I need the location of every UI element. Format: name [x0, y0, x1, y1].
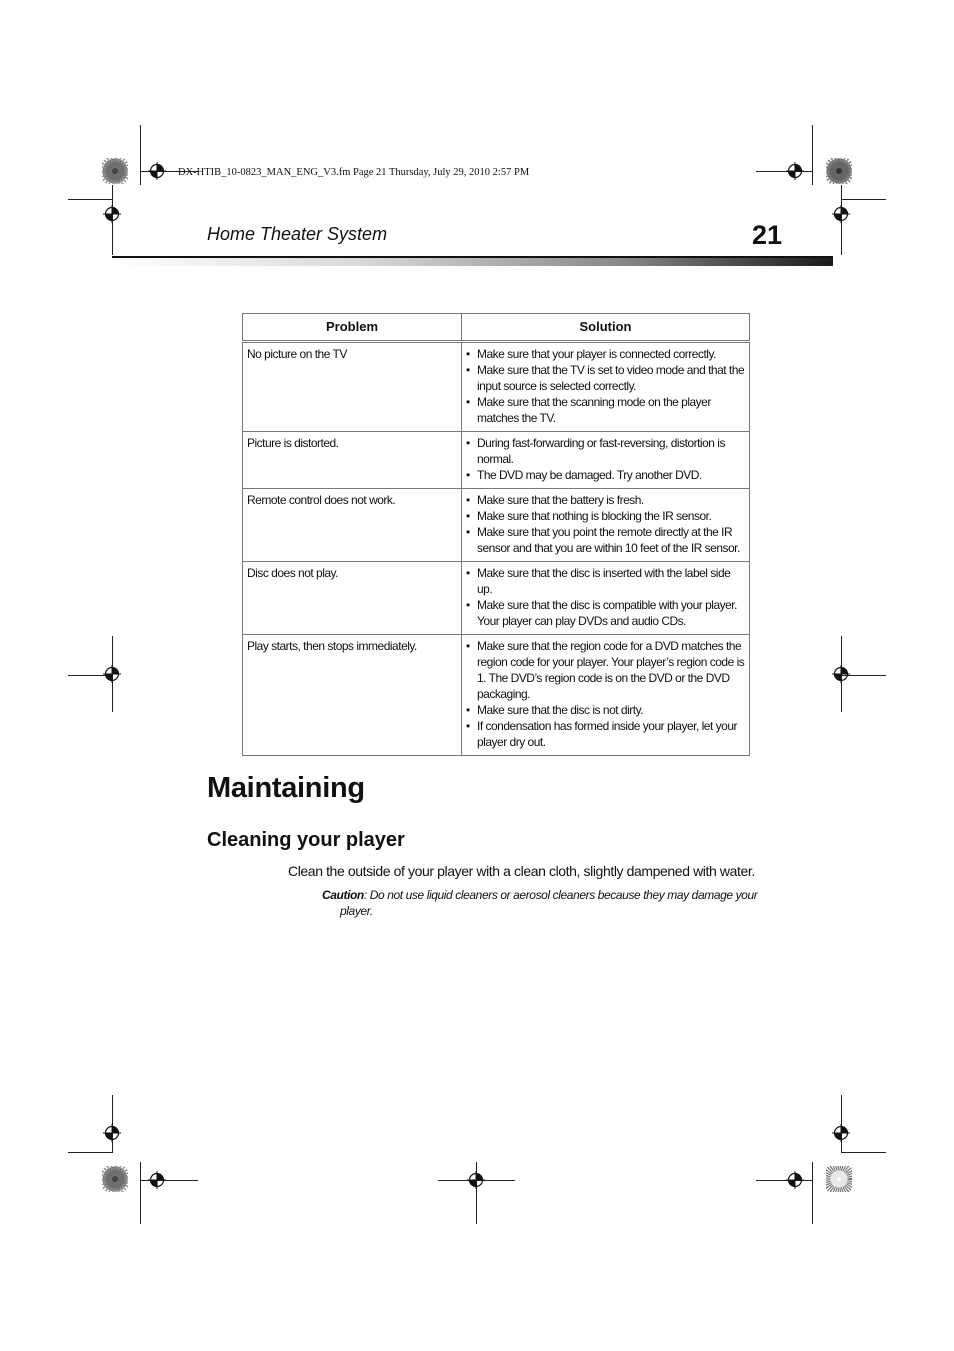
- solution-list: [466, 435, 745, 483]
- table-row: [243, 562, 750, 635]
- solution-item: • Make sure that the battery is fresh.: [466, 492, 745, 508]
- running-title: Home Theater System: [207, 224, 388, 244]
- solution-item: • Make sure that you point the remote directly at the IR sensor and that you are within 10 feet of the IR sensor.: [466, 524, 745, 556]
- registration-target-icon: [148, 162, 166, 180]
- column-header-problem: Problem: [243, 314, 462, 342]
- header-gradient-rule: [112, 257, 833, 266]
- color-rosette-icon: [826, 158, 852, 184]
- problem-cell: Play starts, then stops immediately.: [243, 635, 462, 756]
- problem-cell: No picture on the TV: [243, 342, 462, 432]
- solution-list: [466, 346, 745, 426]
- solution-cell: [462, 562, 750, 635]
- registration-target-icon: [467, 1171, 485, 1189]
- caution-text: : Do not use liquid cleaners or aerosol cleaners because they may damage your player.: [340, 888, 758, 918]
- color-rosette-icon: [826, 1166, 852, 1192]
- solution-item: • If condensation has formed inside your player, let your player dry out.: [466, 718, 745, 750]
- subsection-heading: Cleaning your player: [207, 829, 405, 851]
- caution-note: [322, 887, 770, 919]
- color-rosette-icon: [102, 158, 128, 184]
- file-slug: DX-HTIB_10-0823_MAN_ENG_V3.fm Page 21 Thursday, July 29, 2010 2:57 PM: [178, 167, 530, 178]
- registration-target-icon: [786, 1171, 804, 1189]
- solution-item: • Make sure that the disc is compatible with your player. Your player can play DVDs and audio CDs.: [466, 597, 745, 629]
- registration-target-icon: [103, 1124, 121, 1142]
- solution-list: [466, 565, 745, 629]
- solution-cell: [462, 432, 750, 489]
- header-rule-line: [112, 256, 833, 258]
- problem-cell: Picture is distorted.: [243, 432, 462, 489]
- solution-cell: [462, 342, 750, 432]
- body-paragraph: Clean the outside of your player with a clean cloth, slightly dampened with water.: [288, 863, 755, 879]
- solution-item: • During fast-forwarding or fast-reversing, distortion is normal.: [466, 435, 745, 467]
- color-rosette-icon: [102, 1166, 128, 1192]
- solution-cell: [462, 635, 750, 756]
- solution-item: • Make sure that the TV is set to video mode and that the input source is selected correctly.: [466, 362, 745, 394]
- solution-item: • The DVD may be damaged. Try another DVD.: [466, 467, 745, 483]
- solution-item: • Make sure that the region code for a DVD matches the region code for your player. Your player’s region code is 1. The DVD’s region code is on the DVD or the DVD packaging.: [466, 638, 745, 702]
- solution-item: • Make sure that the disc is not dirty.: [466, 702, 745, 718]
- table-header-row: [243, 314, 750, 342]
- solution-item: • Make sure that nothing is blocking the IR sensor.: [466, 508, 745, 524]
- solution-item: • Make sure that the disc is inserted with the label side up.: [466, 565, 745, 597]
- solution-list: [466, 492, 745, 556]
- registration-target-icon: [786, 162, 804, 180]
- problem-cell: Remote control does not work.: [243, 489, 462, 562]
- registration-target-icon: [103, 205, 121, 223]
- registration-target-icon: [148, 1171, 166, 1189]
- registration-target-icon: [832, 205, 850, 223]
- solution-cell: [462, 489, 750, 562]
- solution-item: • Make sure that your player is connected correctly.: [466, 346, 745, 362]
- table-row: [243, 342, 750, 432]
- solution-list: [466, 638, 745, 750]
- section-heading: Maintaining: [207, 772, 365, 804]
- solution-item: • Make sure that the scanning mode on the player matches the TV.: [466, 394, 745, 426]
- table-row: [243, 635, 750, 756]
- table-row: [243, 489, 750, 562]
- problem-cell: Disc does not play.: [243, 562, 462, 635]
- caution-label: Caution: [322, 888, 364, 902]
- registration-target-icon: [832, 665, 850, 683]
- registration-target-icon: [103, 665, 121, 683]
- table-row: [243, 432, 750, 489]
- troubleshooting-table: [242, 313, 750, 756]
- registration-target-icon: [832, 1124, 850, 1142]
- column-header-solution: Solution: [462, 314, 750, 342]
- page-number: 21: [752, 220, 783, 250]
